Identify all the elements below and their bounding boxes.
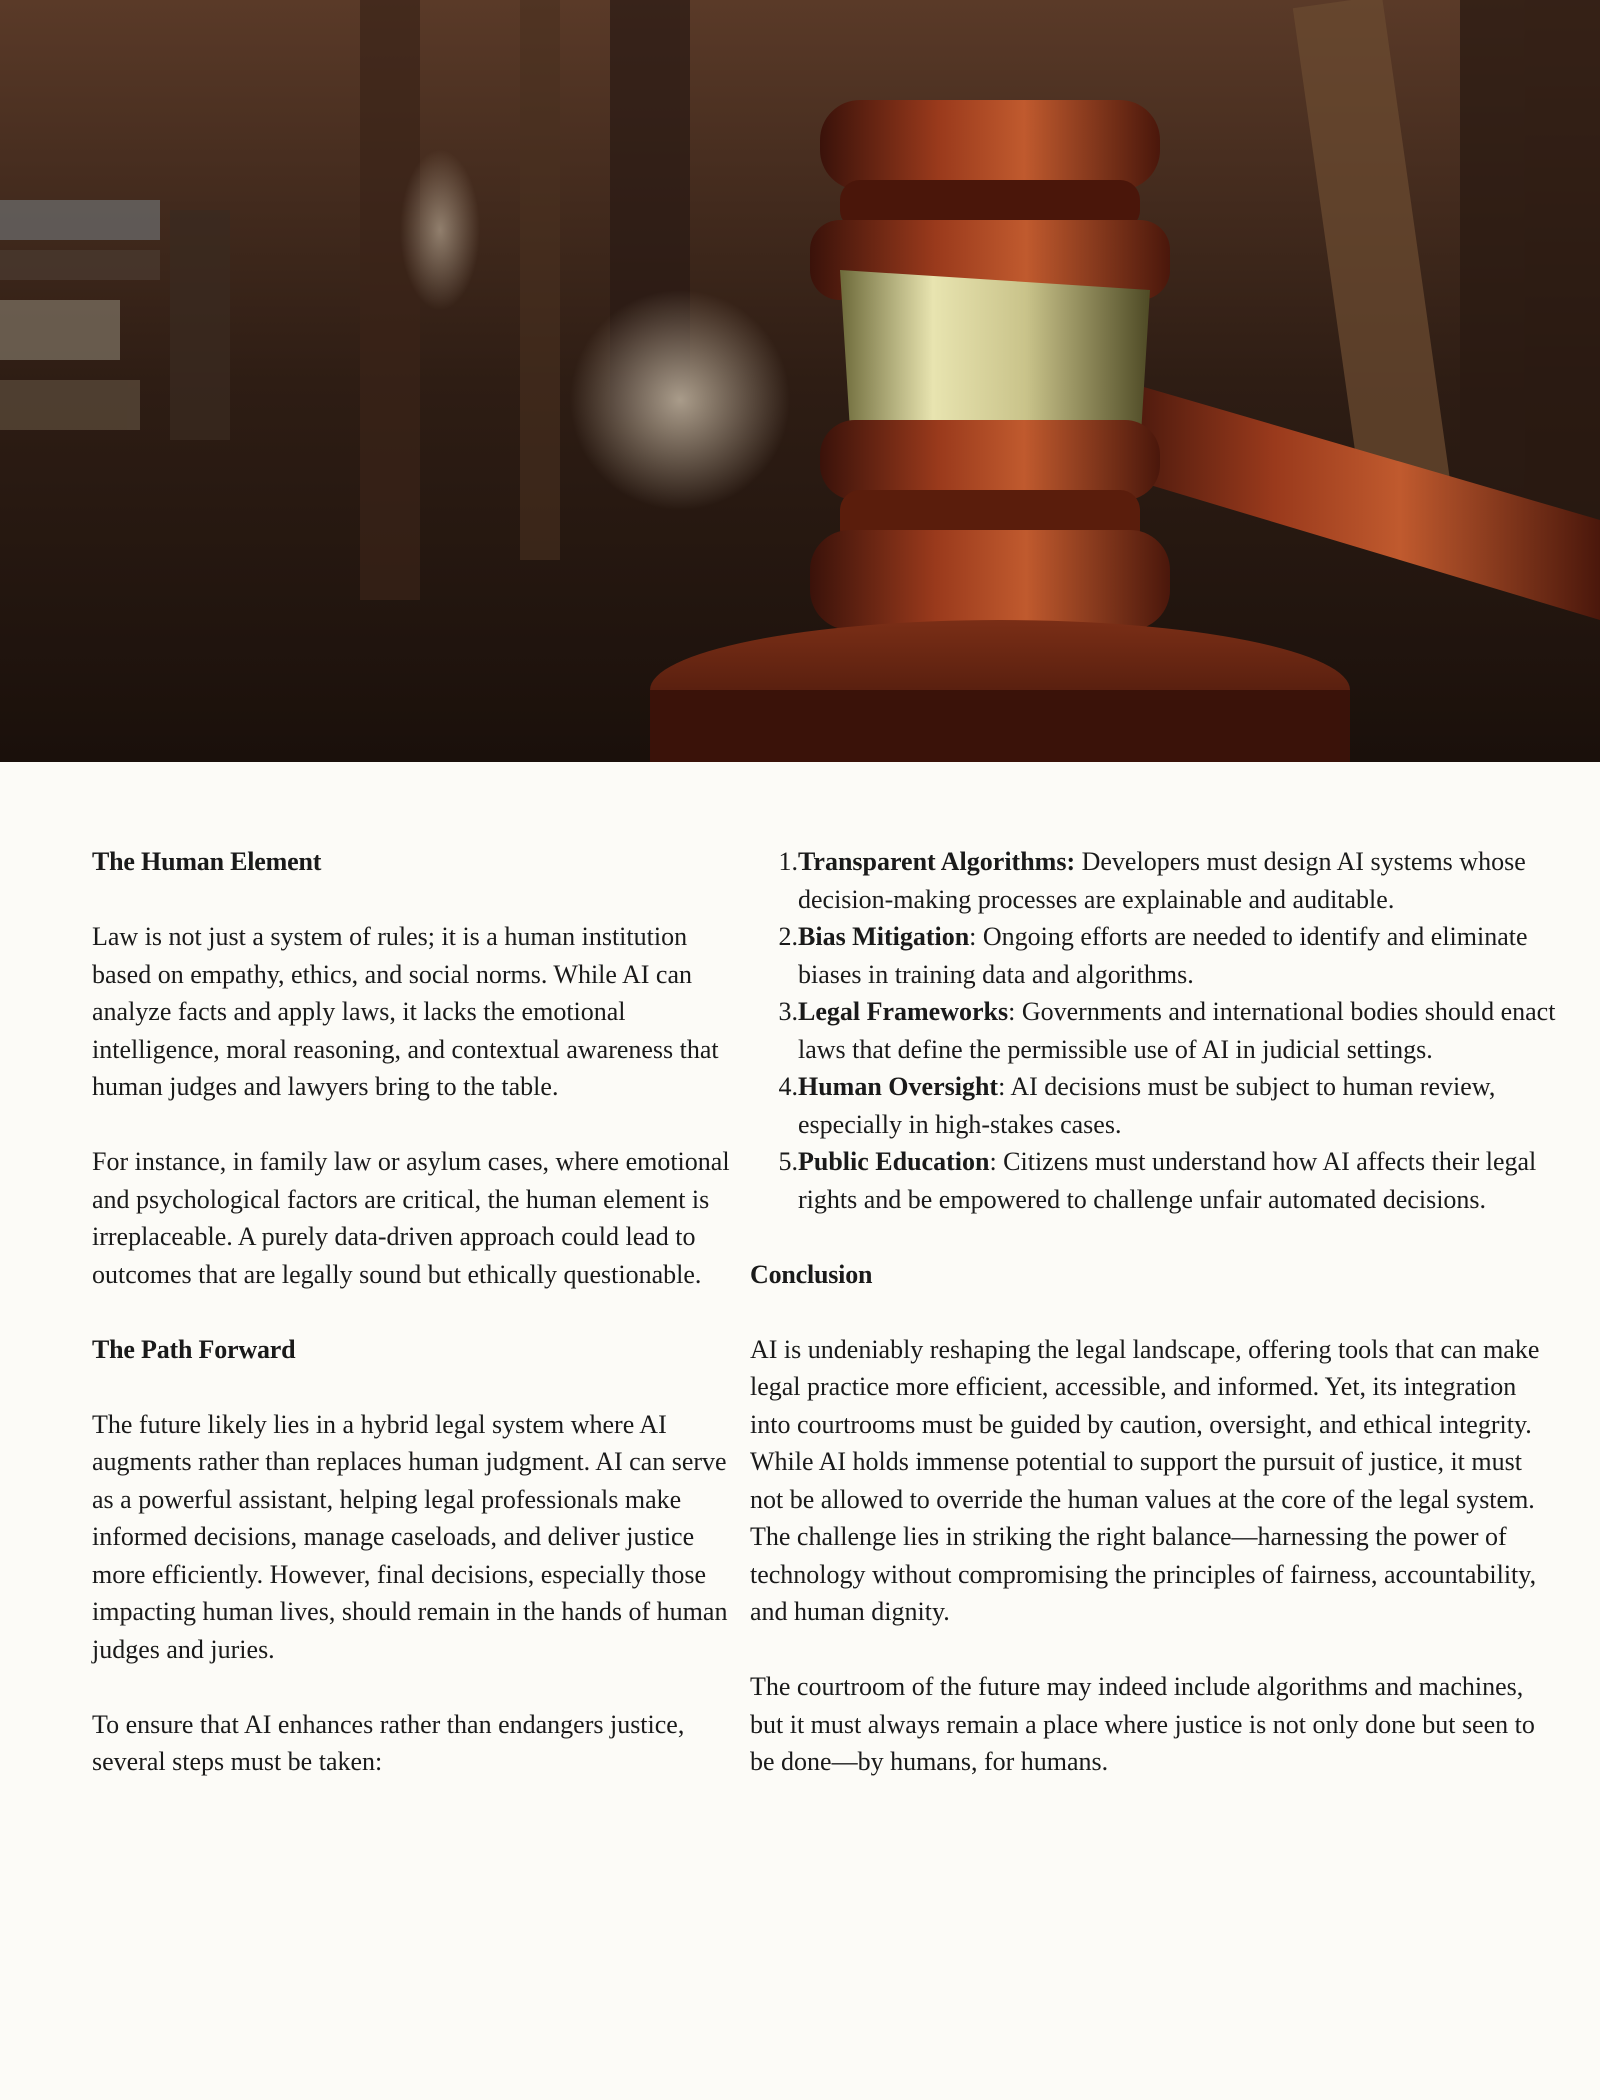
list-item-title: Human Oversight bbox=[798, 1072, 999, 1101]
list-item-text: : Citizens must understand how AI affects their legal rights and be empowered to challenge unfair automated decisions. bbox=[798, 1147, 1537, 1214]
list-item bbox=[750, 993, 1560, 1068]
heading-path-forward: The Path Forward bbox=[92, 1334, 296, 1364]
list-number: 5. bbox=[778, 1147, 798, 1176]
heading-human-element: The Human Element bbox=[92, 847, 322, 876]
paragraph: The future likely lies in a hybrid legal system where AI augments rather than replaces human judgment. AI can serve as a powerful assistant, helping legal professionals make informed decisions, manage caseloads, and deliver justice more efficiently. However, final decisions, especially those impacting human lives, should remain in the hands of human judges and juries. bbox=[92, 1409, 728, 1664]
paragraph: Law is not just a system of rules; it is a human institution based on empathy, ethics, and social norms. While AI can analyze facts and apply laws, it lacks the emotional intelligence, moral reasoning, and contextual awareness that human judges and lawyers bring to the table. bbox=[92, 922, 719, 1101]
gavel-photo bbox=[0, 0, 1600, 762]
list-item-title: Public Education bbox=[798, 1147, 990, 1176]
hero-image bbox=[0, 0, 1600, 762]
heading-conclusion: Conclusion bbox=[750, 1259, 873, 1289]
list-item-text: : Governments and international bodies should enact laws that define the permissible use of AI in judicial settings. bbox=[798, 997, 1556, 1064]
list-item-text: Developers must design AI systems whose decision-making processes are explainable and auditable. bbox=[798, 847, 1526, 914]
list-item bbox=[750, 1068, 1560, 1143]
list-item-title: Bias Mitigation bbox=[798, 922, 970, 951]
list-item-text: : AI decisions must be subject to human review, especially in high-stakes cases. bbox=[798, 1072, 1496, 1139]
list-number: 4. bbox=[778, 1072, 798, 1101]
right-column bbox=[750, 843, 1560, 1818]
list-item bbox=[750, 918, 1560, 993]
list-item-title: Legal Frameworks bbox=[798, 997, 1009, 1026]
list-number: 3. bbox=[778, 997, 798, 1026]
paragraph: For instance, in family law or asylum cases, where emotional and psychological factors are critical, the human element is irreplaceable. A purely data-driven approach could lead to outcomes that are legally sound but ethically questionable. bbox=[92, 1147, 730, 1289]
list-number: 2. bbox=[778, 922, 798, 951]
list-number: 1. bbox=[778, 847, 798, 876]
list-item-title: Transparent Algorithms: bbox=[798, 847, 1076, 876]
paragraph: AI is undeniably reshaping the legal landscape, offering tools that can make legal practice more efficient, accessible, and informed. Yet, its integration into courtrooms must be guided by caution, oversight, and ethical integrity. While AI holds immense potential to support the pursuit of justice, it must not be allowed to override the human values at the core of the legal system. The challenge lies in striking the right balance—harnessing the power of technology without compromising the principles of fairness, accountability, and human dignity. bbox=[750, 1334, 1540, 1626]
list-item bbox=[750, 843, 1560, 918]
list-item bbox=[750, 1143, 1560, 1218]
paragraph: To ensure that AI enhances rather than endangers justice, several steps must be taken: bbox=[92, 1709, 685, 1776]
list-item-text: : Ongoing efforts are needed to identify and eliminate biases in training data and algorithms. bbox=[798, 922, 1528, 989]
paragraph: The courtroom of the future may indeed include algorithms and machines, but it must always remain a place where justice is not only done but seen to be done—by humans, for humans. bbox=[750, 1672, 1535, 1776]
steps-list bbox=[750, 843, 1560, 1218]
left-column bbox=[92, 843, 732, 1818]
